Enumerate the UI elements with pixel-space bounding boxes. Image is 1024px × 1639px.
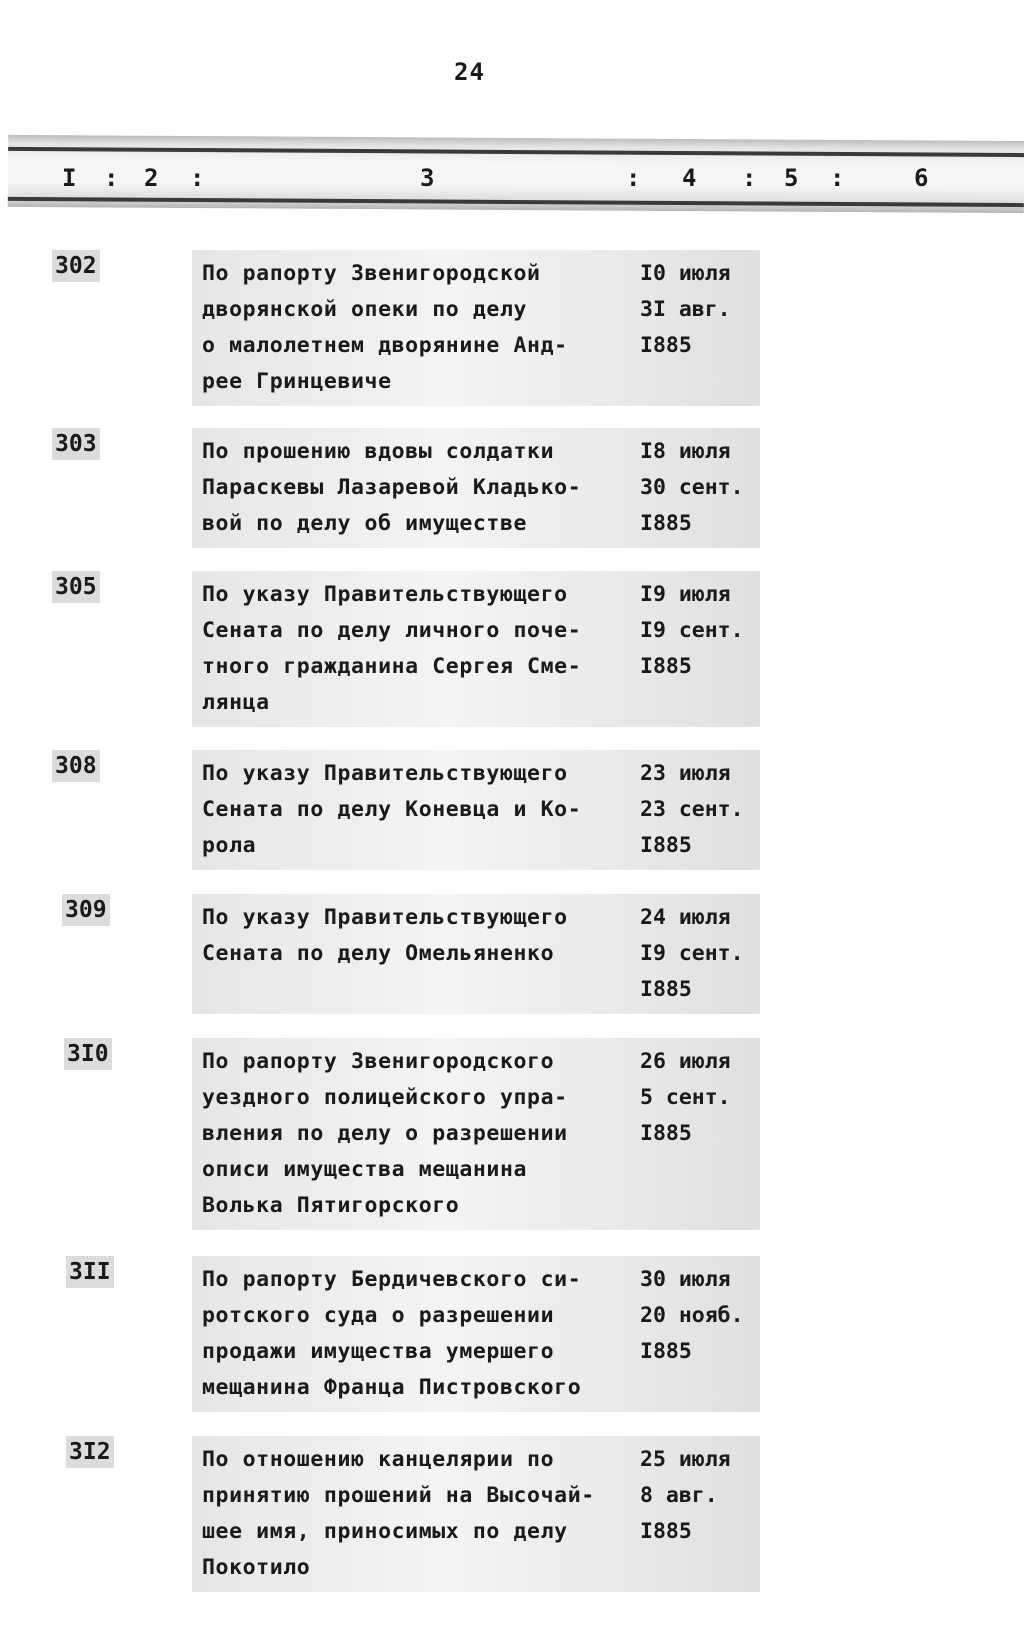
- start-date: 25 июля: [640, 1447, 731, 1472]
- description-line: Сената по делу личного поче-: [202, 618, 582, 643]
- table-header-band: [8, 135, 1024, 213]
- description-line: Сената по делу Омельяненко: [202, 941, 555, 966]
- description-line: описи имущества мещанина: [202, 1157, 528, 1182]
- year: I885: [640, 977, 692, 1002]
- description-line: о малолетнем дворянине Анд-: [202, 333, 568, 358]
- end-date: 8 авг.: [640, 1483, 718, 1508]
- description-line: тного гражданина Сергея Сме-: [202, 654, 582, 679]
- entry-dates: [640, 1038, 760, 1152]
- description-line: По указу Правительствующего: [202, 582, 568, 607]
- description-line: По рапорту Звенигородской: [202, 261, 541, 286]
- end-date: 3I авг.: [640, 297, 731, 322]
- description-line: По отношению канцелярии по: [202, 1447, 555, 1472]
- description-line: шее имя, приносимых по делу: [202, 1519, 568, 1544]
- entry-number: 305: [52, 571, 100, 603]
- year: I885: [640, 1121, 692, 1146]
- column-header-2: 2: [144, 164, 159, 192]
- description-line: рола: [202, 833, 257, 858]
- description-line: По указу Правительствующего: [202, 761, 568, 786]
- column-separator: :: [104, 164, 119, 192]
- start-date: 30 июля: [640, 1267, 731, 1292]
- description-line: По рапорту Бердичевского си-: [202, 1267, 582, 1292]
- column-separator: :: [190, 164, 205, 192]
- column-header-5: 5: [784, 164, 799, 192]
- column-header-1: I: [62, 164, 77, 192]
- entry-dates: [640, 1436, 760, 1550]
- entry-dates: [640, 428, 760, 542]
- page-number: 24: [454, 58, 485, 86]
- description-line: вой по делу об имуществе: [202, 511, 528, 536]
- entry-number: 309: [62, 894, 110, 926]
- entry-dates: [640, 750, 760, 864]
- start-date: I9 июля: [640, 582, 731, 607]
- start-date: I8 июля: [640, 439, 731, 464]
- entry-number: 302: [52, 250, 100, 282]
- entry-number: 3I0: [64, 1038, 112, 1070]
- description-line: По указу Правительствующего: [202, 905, 568, 930]
- description-line: вления по делу о разрешении: [202, 1121, 568, 1146]
- description-line: Волька Пятигорского: [202, 1193, 460, 1218]
- year: I885: [640, 654, 692, 679]
- description-line: рее Гринцевиче: [202, 369, 392, 394]
- description-line: По рапорту Звенигородского: [202, 1049, 555, 1074]
- entry-dates: [640, 250, 760, 364]
- year: I885: [640, 511, 692, 536]
- entry-number: 3I2: [66, 1436, 114, 1468]
- description-line: Покотило: [202, 1555, 311, 1580]
- entry-dates: [640, 571, 760, 685]
- column-separator: :: [742, 164, 757, 192]
- start-date: 26 июля: [640, 1049, 731, 1074]
- entry-dates: [640, 1256, 760, 1370]
- description-line: продажи имущества умершего: [202, 1339, 555, 1364]
- description-line: уездного полицейского упра-: [202, 1085, 568, 1110]
- end-date: I9 сент.: [640, 618, 744, 643]
- start-date: 23 июля: [640, 761, 731, 786]
- description-line: Параскевы Лазаревой Кладько-: [202, 475, 582, 500]
- end-date: 30 сент.: [640, 475, 744, 500]
- start-date: 24 июля: [640, 905, 731, 930]
- entry-number: 303: [52, 428, 100, 460]
- column-separator: :: [830, 164, 845, 192]
- end-date: 5 сент.: [640, 1085, 731, 1110]
- entry-dates: [640, 894, 760, 1008]
- entry-number: 308: [52, 750, 100, 782]
- description-line: ротского суда о разрешении: [202, 1303, 555, 1328]
- description-line: лянца: [202, 690, 270, 715]
- column-header-4: 4: [682, 164, 697, 192]
- year: I885: [640, 833, 692, 858]
- description-line: мещанина Франца Пистровского: [202, 1375, 582, 1400]
- end-date: 23 сент.: [640, 797, 744, 822]
- description-line: Сената по делу Коневца и Ко-: [202, 797, 582, 822]
- description-line: По прошению вдовы солдатки: [202, 439, 555, 464]
- end-date: I9 сент.: [640, 941, 744, 966]
- entry-number: 3II: [66, 1256, 114, 1288]
- end-date: 20 нояб.: [640, 1303, 744, 1328]
- description-line: дворянской опеки по делу: [202, 297, 528, 322]
- column-header-3: 3: [420, 164, 435, 192]
- start-date: I0 июля: [640, 261, 731, 286]
- year: I885: [640, 1339, 692, 1364]
- year: I885: [640, 1519, 692, 1544]
- year: I885: [640, 333, 692, 358]
- column-header-6: 6: [914, 164, 929, 192]
- column-separator: :: [626, 164, 641, 192]
- description-line: принятию прошений на Высочай-: [202, 1483, 595, 1508]
